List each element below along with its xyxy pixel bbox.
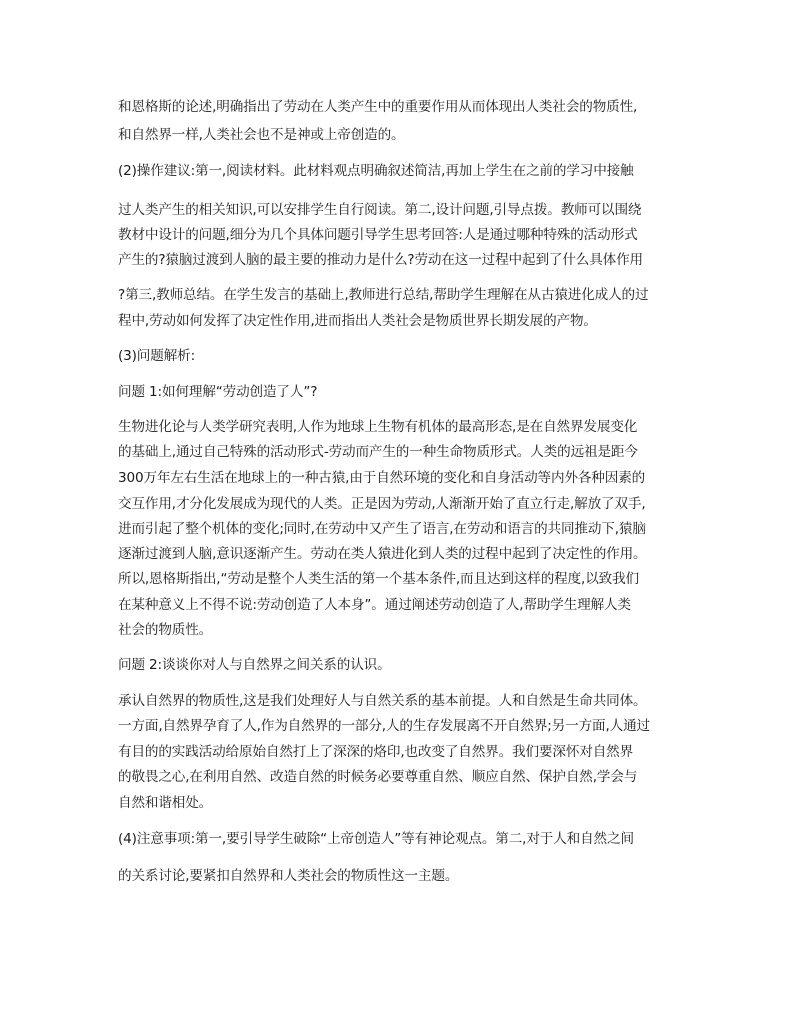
text-line: 生物进化论与人类学研究表明,人作为地球上生物有机体的最高形态,是在自然界发展变化	[118, 419, 638, 435]
text-line: 逐渐过渡到人脑,意识逐渐产生。劳动在类人猿进化到人类的过程中起到了决定性的作用。	[118, 546, 647, 562]
text-line: 有目的的实践活动给原始自然打上了深深的烙印,也改变了自然界。我们要深怀对自然界	[118, 744, 634, 760]
text-line: (4)注意事项:第一,要引导学生破除“上帝创造人”等有神论观点。第二,对于人和自然之间	[118, 831, 634, 847]
text-line: 的敬畏之心,在利用自然、改造自然的时候务必要尊重自然、顺应自然、保护自然,学会与	[118, 769, 638, 785]
text-line: 和自然界一样,人类社会也不是神或上帝创造的。	[118, 127, 405, 143]
text-line: 进而引起了整个机体的变化;同时,在劳动中又产生了语言,在劳动和语言的共同推动下,猿脑	[118, 521, 646, 537]
text-line: 社会的物质性。	[118, 622, 213, 638]
text-line: 承认自然界的物质性,这是我们处理好人与自然关系的基本前提。人和自然是生命共同体。	[118, 693, 647, 709]
text-line: 自然和谐相处。	[118, 795, 213, 811]
text-line: 和恩格斯的论述,明确指出了劳动在人类产生中的重要作用从而体现出人类社会的物质性,	[118, 99, 638, 115]
text-line: 300万年左右生活在地球上的一种古猿,由于自然环境的变化和自身活动等内外各种因素的	[118, 470, 646, 486]
text-line: 在某种意义上不得不说:劳动创造了人本身”。通过阐述劳动创造了人,帮助学生理解人类	[118, 597, 631, 613]
text-line: 的关系讨论,要紧扣自然界和人类社会的物质性这一主题。	[118, 868, 459, 884]
text-line: 的基础上,通过自己特殊的活动形式-劳动而产生的一种生命物质形式。人类的远祖是距今	[118, 444, 638, 460]
text-line: 教材中设计的问题,细分为几个具体问题引导学生思考回答:人是通过哪种特殊的活动形式	[118, 227, 638, 243]
text-line: 产生的?猿脑过渡到人脑的最主要的推动力是什么?劳动在这一过程中起到了什么具体作用	[118, 252, 643, 268]
text-line: (2)操作建议:第一,阅读材料。此材料观点明确叙述简洁,再加上学生在之前的学习中接触	[118, 163, 634, 179]
section-heading: (3)问题解析:	[118, 348, 196, 364]
text-line: 交互作用,才分化发展成为现代的人类。正是因为劳动,人渐渐开始了直立行走,解放了双手,	[118, 496, 646, 512]
question-heading: 问题 2:谈谈你对人与自然界之间关系的认识。	[118, 657, 391, 673]
text-line: ?第三,教师总结。在学生发言的基础上,教师进行总结,帮助学生理解在从古猿进化成人的过	[118, 287, 649, 303]
text-line: 一方面,自然界孕育了人,作为自然界的一部分,人的生存发展离不开自然界;另一方面,人通过	[118, 718, 650, 734]
text-line: 所以,恩格斯指出,“劳动是整个人类生活的第一个基本条件,而且达到这样的程度,以致我们	[118, 571, 639, 587]
question-heading: 问题 1:如何理解“劳动创造了人”?	[118, 384, 318, 400]
text-line: 过人类产生的相关知识,可以安排学生自行阅读。第二,设计问题,引导点拨。教师可以围绕	[118, 202, 642, 218]
text-line: 程中,劳动如何发挥了决定性作用,进而指出人类社会是物质世界长期发展的产物。	[118, 313, 597, 329]
